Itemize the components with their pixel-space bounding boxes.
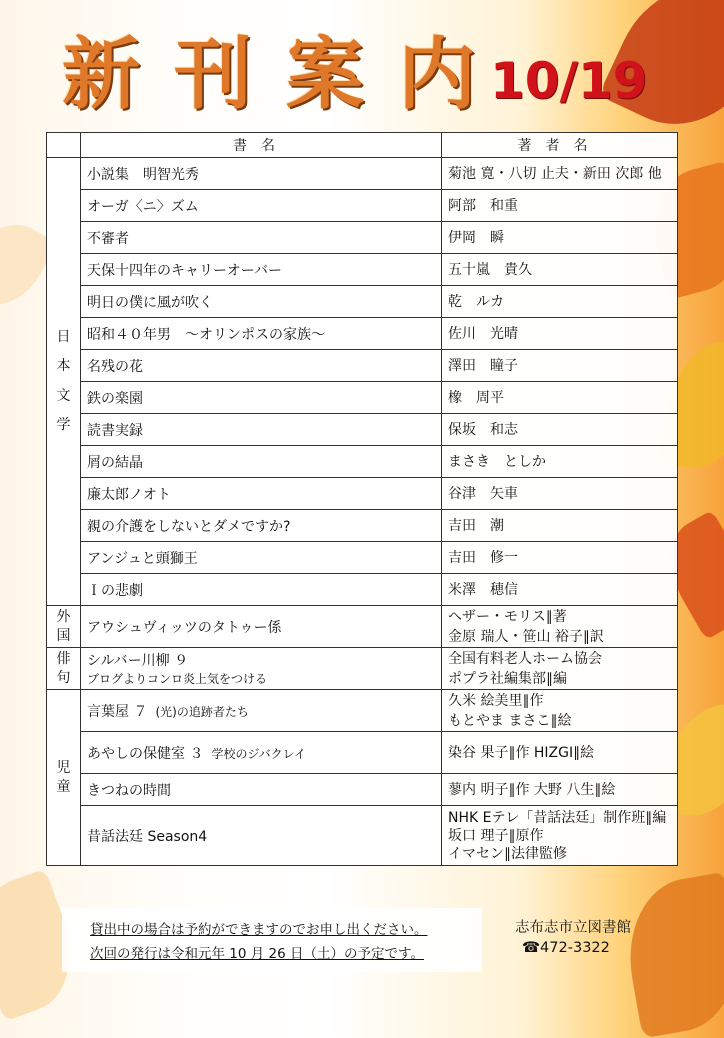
book-title: 屑の結晶	[87, 454, 143, 471]
book-list-table	[46, 132, 678, 866]
book-title: 不審者	[87, 230, 129, 247]
book-title: オーガ〈ニ〉ズム	[87, 198, 199, 215]
author-name: ヘザー・モリス∥著	[448, 608, 567, 625]
book-title: シルバー川柳 ９	[87, 653, 189, 669]
author-name: 保坂 和志	[448, 421, 518, 438]
author-name: 佐川 光晴	[448, 325, 518, 342]
table-row	[47, 382, 678, 414]
book-title-cell	[81, 414, 442, 446]
book-title: 小説集 明智光秀	[87, 166, 199, 183]
author-cell	[442, 690, 678, 732]
book-title: 読書実録	[87, 422, 143, 439]
author-name: イマセン∥法律監修	[448, 845, 567, 862]
table-row	[47, 648, 678, 690]
book-title: 明日の僕に風が吹く	[87, 294, 213, 311]
category-cell: 児 童	[47, 690, 81, 866]
author-cell	[442, 414, 678, 446]
author-cell	[442, 478, 678, 510]
table-row	[47, 286, 678, 318]
book-title-cell	[81, 254, 442, 286]
book-title-cell	[81, 648, 442, 690]
author-cell	[442, 446, 678, 478]
author-cell	[442, 254, 678, 286]
book-title: Ｉの悲劇	[87, 582, 143, 599]
author-cell	[442, 606, 678, 648]
book-title: 天保十四年のキャリーオーバー	[87, 262, 283, 279]
author-cell	[442, 158, 678, 190]
author-name: 久米 絵美里∥作	[448, 692, 544, 709]
author-cell	[442, 190, 678, 222]
leaf-decoration	[617, 872, 724, 1038]
author-cell	[442, 542, 678, 574]
book-title-cell	[81, 574, 442, 606]
author-name: 伊岡 瞬	[448, 229, 504, 246]
book-title-cell	[81, 774, 442, 806]
book-title-cell	[81, 510, 442, 542]
table-row	[47, 446, 678, 478]
author-cell	[442, 806, 678, 866]
author-name: もとやま まさこ∥絵	[448, 712, 572, 729]
table-row	[47, 806, 678, 866]
book-title: 昔話法廷 Season4	[87, 828, 208, 845]
book-title-cell	[81, 190, 442, 222]
book-title-cell	[81, 732, 442, 774]
table-row	[47, 774, 678, 806]
author-cell	[442, 774, 678, 806]
book-title: 廉太郎ノオト	[87, 486, 171, 503]
header-blank	[47, 133, 81, 158]
author-name: 坂口 理子∥原作	[448, 827, 544, 844]
book-title-cell	[81, 318, 442, 350]
book-title: きつねの時間	[87, 782, 171, 799]
book-title: 言葉屋 ７	[87, 703, 148, 720]
table-row	[47, 318, 678, 350]
book-subtitle: ブログよりコンロ炎上気をつける	[87, 672, 268, 686]
author-cell	[442, 286, 678, 318]
category-cell: 俳 句	[47, 648, 81, 690]
table-row	[47, 510, 678, 542]
author-name: 吉田 修一	[448, 549, 518, 566]
author-name: 乾 ルカ	[448, 293, 504, 310]
table-row	[47, 478, 678, 510]
column-header-title: 書名	[81, 133, 442, 158]
book-title-cell	[81, 690, 442, 732]
book-title: 鉄の楽園	[87, 390, 143, 407]
book-subtitle: (光)の追跡者たち	[155, 704, 249, 719]
author-name: 五十嵐 貴久	[448, 261, 532, 278]
next-issue-note: 次回の発行は令和元年 10 月 26 日（土）の予定です。	[90, 946, 424, 962]
library-name: 志布志市立図書館	[515, 920, 631, 936]
author-name: NHK Eテレ「昔話法廷」制作班∥編	[448, 809, 667, 826]
author-name: まさき としか	[448, 453, 546, 470]
category-cell: 外 国	[47, 606, 81, 648]
author-name: 染谷 果子∥作 HIZGI∥絵	[448, 744, 595, 761]
library-phone: ☎472-3322	[522, 940, 610, 956]
table-row	[47, 190, 678, 222]
table-header-row	[47, 133, 678, 158]
table-row	[47, 574, 678, 606]
author-cell	[442, 382, 678, 414]
author-name: 金原 瑞人・笹山 裕子∥訳	[448, 628, 604, 645]
book-title-cell	[81, 382, 442, 414]
author-cell	[442, 648, 678, 690]
issue-date: 10/19	[490, 52, 648, 110]
author-cell	[442, 350, 678, 382]
author-cell	[442, 732, 678, 774]
author-cell	[442, 318, 678, 350]
table-row	[47, 254, 678, 286]
book-title: 親の介護をしないとダメですか?	[87, 518, 291, 535]
author-name: 谷津 矢車	[448, 485, 518, 502]
author-name: 阿部 和重	[448, 197, 518, 214]
book-title: 昭和４０年男 ～オリンポスの家族～	[87, 326, 325, 343]
table-row	[47, 350, 678, 382]
reservation-note: 貸出中の場合は予約ができますのでお申し出ください。	[90, 922, 428, 938]
author-cell	[442, 574, 678, 606]
book-title-cell	[81, 350, 442, 382]
page-title: 新刊案内	[62, 30, 511, 120]
author-name: 橡 周平	[448, 389, 504, 406]
book-title-cell	[81, 542, 442, 574]
book-title-cell	[81, 158, 442, 190]
table-row	[47, 222, 678, 254]
column-header-author: 著者名	[442, 133, 678, 158]
table-row	[47, 732, 678, 774]
book-title: アンジュと頭獅王	[87, 550, 198, 567]
book-title-cell	[81, 606, 442, 648]
book-subtitle: 学校のジバクレイ	[211, 746, 307, 761]
author-name: 全国有料老人ホーム協会	[448, 650, 602, 667]
book-title-cell	[81, 478, 442, 510]
table-row	[47, 414, 678, 446]
author-name: 米澤 穂信	[448, 581, 518, 598]
table-row	[47, 542, 678, 574]
table-row	[47, 606, 678, 648]
book-title-cell	[81, 222, 442, 254]
book-title: あやしの保健室 ３	[87, 745, 204, 762]
book-title-cell	[81, 806, 442, 866]
author-name: 吉田 潮	[448, 517, 504, 534]
book-title-cell	[81, 286, 442, 318]
author-name: 蓼内 明子∥作 大野 八生∥絵	[448, 781, 616, 798]
table-row	[47, 158, 678, 190]
author-name: 澤田 瞳子	[448, 357, 518, 374]
book-title-cell	[81, 446, 442, 478]
category-cell: 日 本 文 学	[47, 158, 81, 606]
author-name: ポプラ社編集部∥編	[448, 670, 567, 687]
author-name: 菊池 寛・八切 止夫・新田 次郎 他	[448, 165, 662, 182]
table-row	[47, 690, 678, 732]
book-title: アウシュヴィッツのタトゥー係	[87, 619, 282, 636]
table-body	[47, 158, 678, 866]
author-cell	[442, 510, 678, 542]
book-title: 名残の花	[87, 358, 143, 375]
author-cell	[442, 222, 678, 254]
